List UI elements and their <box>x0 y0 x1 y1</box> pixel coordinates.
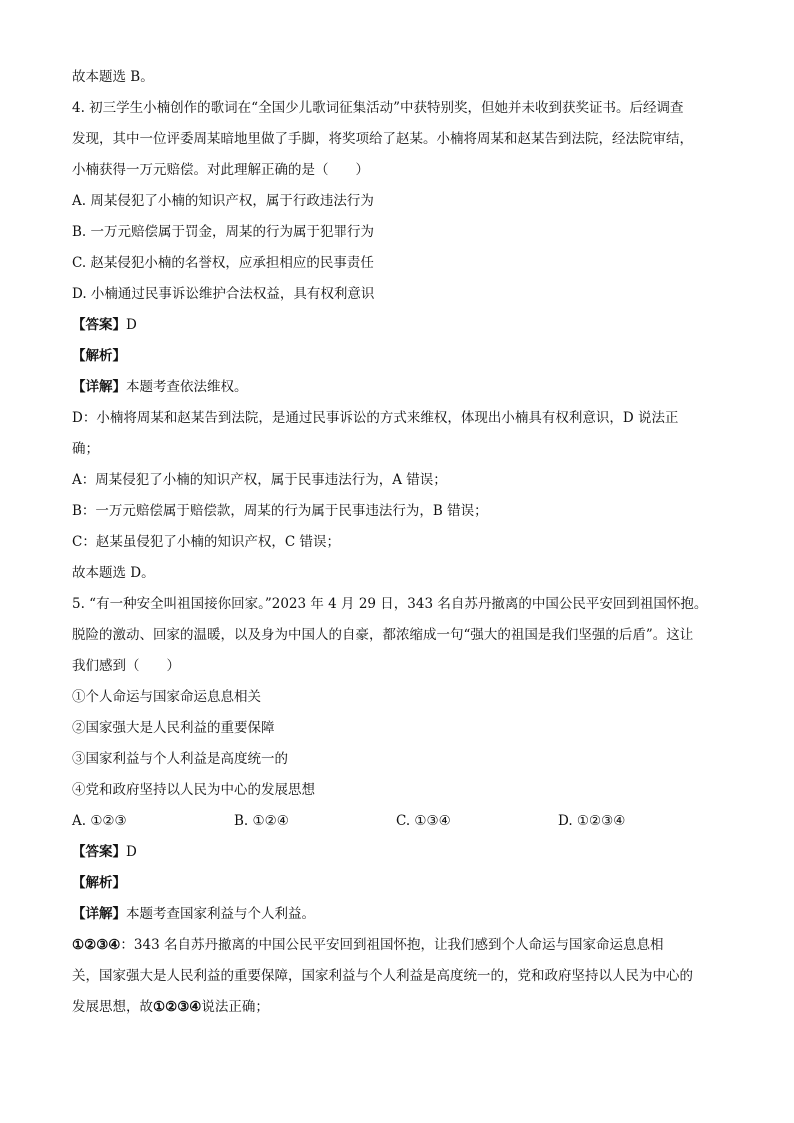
q5-explanation-line3-post: 说法正确； <box>201 999 269 1015</box>
q4-option-a: A. 周某侵犯了小楠的知识产权，属于行政违法行为 <box>72 193 374 209</box>
q5-explanation-lead: ①②③④ <box>72 937 121 953</box>
q4-answer <box>72 310 732 341</box>
q5-choice-d: D. ①②③④ <box>558 813 626 829</box>
document-page <box>72 62 732 1023</box>
q5-explanation-line-3 <box>72 992 732 1023</box>
q5-stem-line-2: 脱险的激动、回家的温暖，以及身为中国人的自豪，都浓缩成一句“强大的祖国是我们坚强的后盾”。这让 <box>72 627 694 643</box>
q5-choice-c: C. ①③④ <box>396 813 451 829</box>
q5-analysis-tag: 【解析】 <box>72 875 126 891</box>
q5-explanation-line-1 <box>72 930 732 961</box>
q4-option-c: C. 赵某侵犯小楠的名誉权，应承担相应的民事责任 <box>72 255 374 271</box>
q5-answer <box>72 837 732 868</box>
q5-detail <box>72 899 732 930</box>
q4-explanation-line-5: C：赵某虽侵犯了小楠的知识产权，C 错误； <box>72 534 340 550</box>
q5-statement-1: ①个人命运与国家命运息息相关 <box>72 689 261 705</box>
q4-detail-text: 本题考查依法维权。 <box>126 379 248 395</box>
q5-explanation-line3-bold: ①②③④ <box>153 999 202 1015</box>
q4-stem-line-3: 小楠获得一万元赔偿。对此理解正确的是（ ） <box>72 162 369 178</box>
q4-explanation-line-2: 确； <box>72 441 99 457</box>
q5-choice-b: B. ①②④ <box>234 813 289 829</box>
q4-detail <box>72 372 732 403</box>
q5-explanation-line-2: 关，国家强大是人民利益的重要保障，国家利益与个人利益是高度统一的，党和政府坚持以人民为中心的 <box>72 968 693 984</box>
q4-answer-value: D <box>126 317 137 333</box>
q5-statement-2: ②国家强大是人民利益的重要保障 <box>72 720 275 736</box>
q5-explanation-line3-pre: 发展思想，故 <box>72 999 153 1015</box>
q5-explanation-line1-rest: ：343 名自苏丹撤离的中国公民平安回到祖国怀抱，让我们感到个人命运与国家命运息息相 <box>120 937 664 953</box>
q5-choice-a: A. ①②③ <box>72 813 127 829</box>
q4-explanation-line-3: A：周某侵犯了小楠的知识产权，属于民事违法行为，A 错误； <box>72 472 447 488</box>
previous-conclusion: 故本题选 B。 <box>72 69 154 85</box>
q4-analysis-tag: 【解析】 <box>72 348 126 364</box>
q5-detail-text: 本题考查国家利益与个人利益。 <box>126 906 315 922</box>
q4-option-d: D. 小楠通过民事诉讼维护合法权益，具有权利意识 <box>72 286 375 302</box>
q4-detail-tag: 【详解】 <box>72 379 126 395</box>
q4-answer-tag: 【答案】 <box>72 317 126 333</box>
q4-stem-line-1: 4. 初三学生小楠创作的歌词在“全国少儿歌词征集活动”中获特别奖，但她并未收到获奖证书。后经调查 <box>72 100 684 116</box>
q5-statement-4: ④党和政府坚持以人民为中心的发展思想 <box>72 782 315 798</box>
q5-statement-3: ③国家利益与个人利益是高度统一的 <box>72 751 288 767</box>
q4-option-b: B. 一万元赔偿属于罚金，周某的行为属于犯罪行为 <box>72 224 375 240</box>
q5-stem-line-3: 我们感到（ ） <box>72 658 180 674</box>
q4-conclusion: 故本题选 D。 <box>72 565 155 581</box>
q5-detail-tag: 【详解】 <box>72 906 126 922</box>
q4-explanation-line-1: D：小楠将周某和赵某告到法院，是通过民事诉讼的方式来维权，体现出小楠具有权利意识，D 说法正 <box>72 410 679 426</box>
q5-answer-value: D <box>126 844 137 860</box>
q5-stem-line-1: 5. “有一种安全叫祖国接你回家。”2023 年 4 月 29 日，343 名自苏丹撤离的中国公民平安回到祖国怀抱。 <box>72 596 708 612</box>
q4-explanation-line-4: B：一万元赔偿属于赔偿款，周某的行为属于民事违法行为，B 错误； <box>72 503 488 519</box>
q5-answer-tag: 【答案】 <box>72 844 126 860</box>
q4-stem-line-2: 发现，其中一位评委周某暗地里做了手脚，将奖项给了赵某。小楠将周某和赵某告到法院，经法院审结， <box>72 131 693 147</box>
q5-choices <box>72 806 732 837</box>
